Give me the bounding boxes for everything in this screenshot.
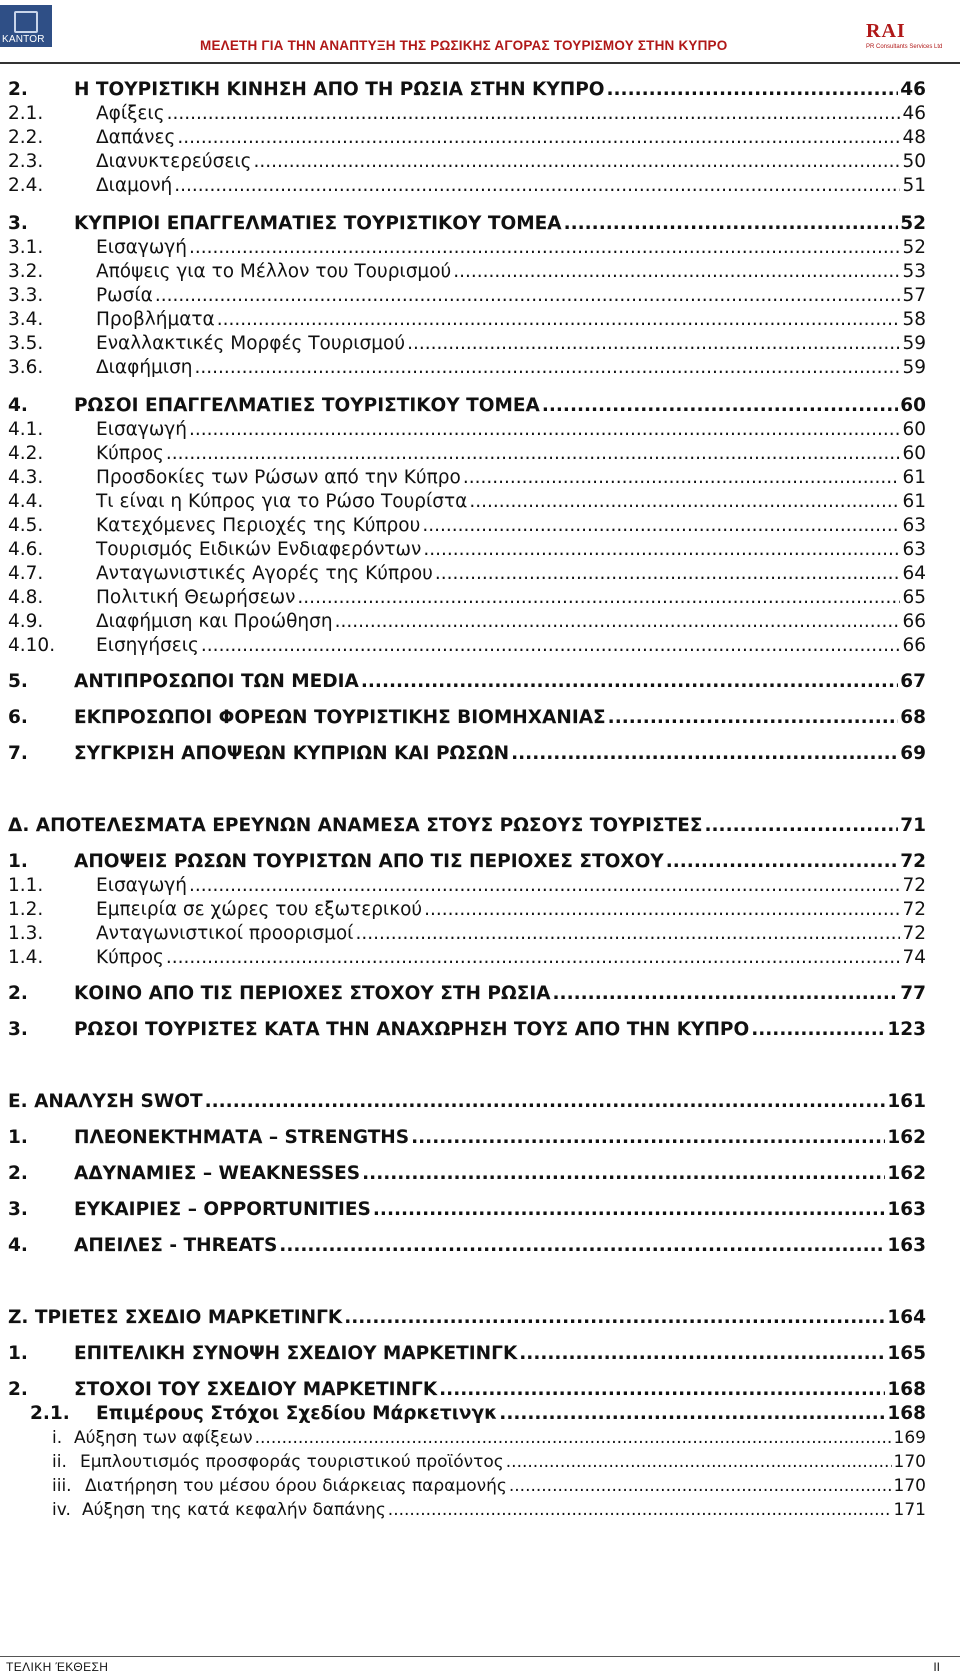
toc-entry-number: 1.3.: [8, 923, 44, 944]
footer-divider: [0, 1656, 960, 1657]
toc-entry-number: 2.4.: [8, 175, 44, 196]
toc-leader-dots: [407, 332, 900, 356]
toc-entry-title: Αύξηση των αφίξεων: [74, 1428, 253, 1448]
toc-entry-page: 164: [887, 1307, 926, 1328]
toc-entry[interactable]: [8, 850, 926, 874]
toc-entry[interactable]: [8, 150, 926, 174]
toc-entry-page: 72: [902, 875, 926, 896]
toc-entry-title: Τι είναι η Κύπρος για το Ρώσο Τουρίστα: [96, 491, 468, 512]
toc-entry[interactable]: [8, 1402, 926, 1426]
toc-entry[interactable]: [8, 1450, 926, 1474]
kantor-logo: [0, 5, 52, 47]
toc-entry-number: 1.1.: [8, 875, 44, 896]
toc-entry-title: ΡΩΣΟΙ ΕΠΑΓΓΕΛΜΑΤΙΕΣ ΤΟΥΡΙΣΤΙΚΟΥ ΤΟΜΕΑ: [74, 395, 540, 416]
toc-entry-page: 66: [902, 635, 926, 656]
toc-entry-page: 71: [900, 815, 926, 836]
toc-leader-dots: [167, 102, 901, 126]
rai-logo-text: RAI: [866, 20, 906, 42]
toc-entry-number: 2.: [8, 79, 28, 100]
toc-leader-dots: [435, 562, 901, 586]
toc-entry-page: 170: [893, 1476, 926, 1496]
toc-entry[interactable]: [8, 1198, 926, 1222]
toc-entry-title: Κύπρος: [96, 443, 164, 464]
toc-entry-page: 46: [900, 79, 926, 100]
toc-entry[interactable]: [8, 394, 926, 418]
toc-entry-page: 72: [902, 923, 926, 944]
toc-entry-page: 72: [900, 851, 926, 872]
toc-leader-dots: [564, 212, 899, 236]
toc-leader-dots: [511, 742, 898, 766]
toc-entry-title: Διαφήμιση: [96, 357, 193, 378]
toc-leader-dots: [705, 814, 899, 838]
toc-entry-number: 3.3.: [8, 285, 44, 306]
toc-entry[interactable]: [8, 126, 926, 150]
toc-entry-number: 1.4.: [8, 947, 44, 968]
toc-entry-title: Ανταγωνιστικοί προορισμοί: [96, 923, 354, 944]
toc-entry-page: 66: [902, 611, 926, 632]
toc-leader-dots: [362, 1162, 885, 1186]
toc-leader-dots: [166, 442, 901, 466]
toc-entry[interactable]: [8, 442, 926, 466]
toc-entry-title: ΣΤΟΧΟΙ ΤΟΥ ΣΧΕΔΙΟΥ ΜΑΡΚΕΤΙΝΓΚ: [74, 1379, 438, 1400]
toc-entry-page: 162: [887, 1163, 926, 1184]
toc-leader-dots: [255, 1426, 892, 1450]
toc-entry-title: ΑΔΥΝΑΜΙΕΣ – WEAKNESSES: [74, 1163, 361, 1184]
toc-entry[interactable]: [8, 586, 926, 610]
toc-entry-page: 161: [887, 1091, 926, 1112]
toc-entry-page: 52: [900, 213, 926, 234]
toc-entry-title: Προβλήματα: [96, 309, 215, 330]
toc-entry-number: 4.1.: [8, 419, 44, 440]
toc-entry-number: ii.: [52, 1452, 67, 1472]
toc-entry-title: Εναλλακτικές Μορφές Τουρισμού: [96, 333, 406, 354]
toc-leader-dots: [297, 586, 900, 610]
toc-leader-dots: [361, 670, 898, 694]
toc-entry[interactable]: [8, 1306, 926, 1330]
toc-entry-page: 63: [902, 539, 926, 560]
toc-entry[interactable]: [8, 874, 926, 898]
toc-entry[interactable]: [8, 898, 926, 922]
toc-entry-page: 53: [902, 261, 926, 282]
toc-leader-dots: [519, 1342, 885, 1366]
toc-entry-page: 48: [902, 127, 926, 148]
toc-entry-page: 59: [902, 357, 926, 378]
toc-entry-page: 64: [902, 563, 926, 584]
toc-entry-number: 4.3.: [8, 467, 44, 488]
toc-entry-number: 1.: [8, 1343, 28, 1364]
toc-entry-number: iv.: [52, 1500, 71, 1520]
toc-entry-page: 77: [900, 983, 926, 1004]
toc-leader-dots: [666, 850, 899, 874]
toc-leader-dots: [201, 634, 901, 658]
toc-entry-title: Εμπλουτισμός προσφοράς τουριστικού προϊόντος: [80, 1452, 504, 1472]
toc-leader-dots: [217, 308, 901, 332]
toc-entry[interactable]: [8, 514, 926, 538]
toc-entry-number: 4.2.: [8, 443, 44, 464]
toc-leader-dots: [189, 418, 900, 442]
toc-entry-number: i.: [52, 1428, 63, 1448]
toc-entry-title: Δ. ΑΠΟΤΕΛΕΣΜΑΤΑ ΕΡΕΥΝΩΝ ΑΝΑΜΕΣΑ ΣΤΟΥΣ ΡΩΣΟΥΣ ΤΟΥΡΙΣΤΕΣ: [8, 815, 703, 836]
toc-entry-title: Τουρισμός Ειδικών Ενδιαφερόντων: [96, 539, 422, 560]
toc-entry-number: 2.1.: [8, 103, 44, 124]
toc-entry-number: 2.: [8, 1379, 28, 1400]
toc-entry-title: Αύξηση της κατά κεφαλήν δαπάνης: [82, 1500, 386, 1520]
toc-entry[interactable]: [8, 1090, 926, 1114]
toc-entry[interactable]: [8, 982, 926, 1006]
page-number: II: [933, 1660, 940, 1674]
toc-leader-dots: [542, 394, 898, 418]
toc-leader-dots: [509, 1474, 892, 1498]
toc-leader-dots: [166, 946, 901, 970]
toc-entry[interactable]: [8, 1378, 926, 1402]
toc-entry-page: 171: [893, 1500, 926, 1520]
toc-entry-title: ΑΠΕΙΛΕΣ - THREATS: [74, 1235, 278, 1256]
toc-entry-number: 3.2.: [8, 261, 44, 282]
toc-entry-page: 74: [902, 947, 926, 968]
toc-leader-dots: [469, 490, 900, 514]
toc-entry-page: 162: [887, 1127, 926, 1148]
toc-entry[interactable]: [8, 922, 926, 946]
toc-entry-title: ΑΠΟΨΕΙΣ ΡΩΣΩΝ ΤΟΥΡΙΣΤΩΝ ΑΠΟ ΤΙΣ ΠΕΡΙΟΧΕΣ ΣΤΟΧΟΥ: [74, 851, 664, 872]
toc-entry[interactable]: [8, 356, 926, 380]
toc-entry-title: Εισαγωγή: [96, 875, 187, 896]
toc-leader-dots: [463, 466, 901, 490]
toc-entry[interactable]: [8, 1162, 926, 1186]
toc-entry-title: ΚΥΠΡΙΟΙ ΕΠΑΓΓΕΛΜΑΤΙΕΣ ΤΟΥΡΙΣΤΙΚΟΥ ΤΟΜΕΑ: [74, 213, 562, 234]
toc-entry-title: Επιμέρους Στόχοι Σχεδίου Μάρκετινγκ: [96, 1403, 498, 1424]
toc-entry[interactable]: [8, 490, 926, 514]
toc-entry-page: 58: [902, 309, 926, 330]
toc-entry-page: 60: [902, 419, 926, 440]
toc-entry-page: 57: [902, 285, 926, 306]
toc-entry-title: ΑΝΤΙΠΡΟΣΩΠΟΙ ΤΩΝ MEDIA: [74, 671, 359, 692]
toc-entry-page: 168: [887, 1379, 926, 1400]
toc-entry-title: Ρωσία: [96, 285, 153, 306]
toc-entry[interactable]: [8, 466, 926, 490]
toc-entry[interactable]: [8, 260, 926, 284]
toc-leader-dots: [253, 150, 900, 174]
toc-entry-title: Κύπρος: [96, 947, 164, 968]
toc-entry-title: Δαπάνες: [96, 127, 176, 148]
toc-leader-dots: [177, 126, 900, 150]
toc-entry-number: 1.2.: [8, 899, 44, 920]
toc-entry-title: ΚΟΙΝΟ ΑΠΟ ΤΙΣ ΠΕΡΙΟΧΕΣ ΣΤΟΧΟΥ ΣΤΗ ΡΩΣΙΑ: [74, 983, 551, 1004]
toc-entry[interactable]: [8, 236, 926, 260]
toc-leader-dots: [155, 284, 901, 308]
toc-entry-number: 2.: [8, 1163, 28, 1184]
toc-entry-title: Ζ. ΤΡΙΕΤΕΣ ΣΧΕΔΙΟ ΜΑΡΚΕΤΙΝΓΚ: [8, 1307, 343, 1328]
toc-entry-number: 6.: [8, 707, 28, 728]
toc-entry-number: 1.: [8, 851, 28, 872]
toc-entry-title: Εισαγωγή: [96, 419, 187, 440]
kantor-logo-text: KANTOR: [2, 34, 45, 45]
toc-entry-title: Διαφήμιση και Προώθηση: [96, 611, 333, 632]
toc-entry-title: ΣΥΓΚΡΙΣΗ ΑΠΟΨΕΩΝ ΚΥΠΡΙΩΝ ΚΑΙ ΡΩΣΩΝ: [74, 743, 510, 764]
toc-entry[interactable]: [8, 742, 926, 766]
toc-entry-title: ΠΛΕΟΝΕΚΤΗΜΑΤΑ – STRENGTHS: [74, 1127, 410, 1148]
toc-leader-dots: [205, 1090, 886, 1114]
toc-entry-title: Ε. ΑΝΑΛΥΣΗ SWOT: [8, 1091, 203, 1112]
toc-leader-dots: [279, 1234, 885, 1258]
toc-entry[interactable]: [8, 78, 926, 102]
toc-entry[interactable]: [8, 418, 926, 442]
toc-entry-page: 59: [902, 333, 926, 354]
document-header-title: ΜΕΛΕΤΗ ΓΙΑ ΤΗΝ ΑΝΑΠΤΥΞΗ ΤΗΣ ΡΩΣΙΚΗΣ ΑΓΟΡΑΣ ΤΟΥΡΙΣΜΟΥ ΣΤΗΝ ΚΥΠΡΟ: [200, 38, 728, 53]
toc-leader-dots: [506, 1450, 892, 1474]
toc-entry-page: 63: [902, 515, 926, 536]
toc-entry[interactable]: [8, 946, 926, 970]
toc-entry-page: 169: [893, 1428, 926, 1448]
toc-entry-number: 4.7.: [8, 563, 44, 584]
toc-leader-dots: [439, 1378, 885, 1402]
toc-entry-number: 3.4.: [8, 309, 44, 330]
logo-mark-icon: [14, 11, 38, 33]
toc-entry-title: ΕΥΚΑΙΡΙΕΣ – OPPORTUNITIES: [74, 1199, 371, 1220]
toc-entry-number: 3.: [8, 1019, 28, 1040]
toc-entry[interactable]: [8, 670, 926, 694]
toc-entry-number: 4.: [8, 1235, 28, 1256]
toc-entry-title: Εμπειρία σε χώρες του εξωτερικού: [96, 899, 423, 920]
toc-leader-dots: [373, 1198, 885, 1222]
toc-entry-number: 2.2.: [8, 127, 44, 148]
toc-entry-number: 2.1.: [30, 1403, 70, 1424]
toc-entry-number: 3.1.: [8, 237, 44, 258]
toc-entry[interactable]: [8, 174, 926, 198]
toc-entry-title: Η ΤΟΥΡΙΣΤΙΚΗ ΚΙΝΗΣΗ ΑΠΟ ΤΗ ΡΩΣΙΑ ΣΤΗΝ ΚΥΠΡΟ: [74, 79, 605, 100]
toc-entry[interactable]: [8, 1018, 926, 1042]
toc-entry-title: Πολιτική Θεωρήσεων: [96, 587, 296, 608]
toc-leader-dots: [453, 260, 900, 284]
toc-entry-page: 163: [887, 1199, 926, 1220]
toc-entry-number: 4.4.: [8, 491, 44, 512]
toc-entry[interactable]: [8, 610, 926, 634]
toc-leader-dots: [355, 922, 900, 946]
toc-entry[interactable]: [8, 284, 926, 308]
toc-entry[interactable]: [8, 1498, 926, 1522]
toc-entry-title: Εισαγωγή: [96, 237, 187, 258]
toc-entry-number: 4.9.: [8, 611, 44, 632]
toc-entry-page: 68: [900, 707, 926, 728]
toc-entry-page: 170: [893, 1452, 926, 1472]
toc-entry-title: Αφίξεις: [96, 103, 165, 124]
toc-entry-page: 52: [902, 237, 926, 258]
toc-leader-dots: [174, 174, 900, 198]
toc-leader-dots: [553, 982, 899, 1006]
toc-entry[interactable]: [8, 1426, 926, 1450]
toc-entry-title: ΕΠΙΤΕΛΙΚΗ ΣΥΝΟΨΗ ΣΧΕΔΙΟΥ ΜΑΡΚΕΤΙΝΓΚ: [74, 1343, 518, 1364]
toc-leader-dots: [751, 1018, 885, 1042]
toc-entry[interactable]: [8, 562, 926, 586]
toc-entry-title: Διαμονή: [96, 175, 173, 196]
toc-entry[interactable]: [8, 308, 926, 332]
toc-entry[interactable]: [8, 634, 926, 658]
toc-entry-number: iii.: [52, 1476, 72, 1496]
toc-entry-number: 4.10.: [8, 635, 56, 656]
toc-entry-title: Διατήρηση του μέσου όρου διάρκειας παραμονής: [85, 1476, 507, 1496]
toc-leader-dots: [195, 356, 901, 380]
toc-entry-page: 72: [902, 899, 926, 920]
toc-entry[interactable]: [8, 1474, 926, 1498]
page-header: [0, 0, 960, 60]
toc-entry-number: 3.6.: [8, 357, 44, 378]
toc-entry-page: 65: [902, 587, 926, 608]
toc-entry-page: 60: [902, 443, 926, 464]
header-divider: [0, 62, 960, 64]
toc-entry-number: 3.: [8, 213, 28, 234]
toc-entry-number: 5.: [8, 671, 28, 692]
toc-entry-number: 4.: [8, 395, 28, 416]
toc-entry[interactable]: [8, 102, 926, 126]
toc-entry-title: Εισηγήσεις: [96, 635, 199, 656]
toc-entry-number: 7.: [8, 743, 28, 764]
toc-entry-number: 4.6.: [8, 539, 44, 560]
toc-leader-dots: [335, 610, 901, 634]
toc-entry[interactable]: [8, 1342, 926, 1366]
toc-leader-dots: [189, 236, 900, 260]
toc-entry-page: 165: [887, 1343, 926, 1364]
footer-report-label: ΤΕΛΙΚΗ ΈΚΘΕΣΗ: [6, 1660, 109, 1674]
toc-entry[interactable]: [8, 332, 926, 356]
toc-entry-number: 3.5.: [8, 333, 44, 354]
toc-entry-page: 50: [902, 151, 926, 172]
toc-entry-title: Προσδοκίες των Ρώσων από την Κύπρο: [96, 467, 461, 488]
toc-entry-title: Διανυκτερεύσεις: [96, 151, 252, 172]
toc-leader-dots: [608, 706, 899, 730]
toc-entry-number: 2.: [8, 983, 28, 1004]
toc-entry-page: 69: [900, 743, 926, 764]
toc-entry-page: 46: [902, 103, 926, 124]
toc-entry-title: Κατεχόμενες Περιοχές της Κύπρου: [96, 515, 421, 536]
toc-entry-number: 4.5.: [8, 515, 44, 536]
toc-leader-dots: [388, 1498, 892, 1522]
toc-entry-number: 2.3.: [8, 151, 44, 172]
toc-leader-dots: [411, 1126, 885, 1150]
toc-leader-dots: [607, 78, 899, 102]
toc-leader-dots: [499, 1402, 885, 1426]
toc-entry-page: 168: [887, 1403, 926, 1424]
toc-entry-page: 61: [902, 467, 926, 488]
toc-entry-number: 3.: [8, 1199, 28, 1220]
toc-entry-page: 51: [902, 175, 926, 196]
toc-entry-title: ΕΚΠΡΟΣΩΠΟΙ ΦΟΡΕΩΝ ΤΟΥΡΙΣΤΙΚΗΣ ΒΙΟΜΗΧΑΝΙΑΣ: [74, 707, 606, 728]
toc-leader-dots: [189, 874, 900, 898]
toc-entry-page: 60: [900, 395, 926, 416]
toc-entry-title: Απόψεις για το Μέλλον του Τουρισμού: [96, 261, 452, 282]
toc-entry-page: 67: [900, 671, 926, 692]
toc-entry-page: 163: [887, 1235, 926, 1256]
toc-leader-dots: [344, 1306, 885, 1330]
toc-entry-page: 61: [902, 491, 926, 512]
toc-entry-title: ΡΩΣΟΙ ΤΟΥΡΙΣΤΕΣ ΚΑΤΑ ΤΗΝ ΑΝΑΧΩΡΗΣΗ ΤΟΥΣ ΑΠΟ ΤΗΝ ΚΥΠΡΟ: [74, 1019, 750, 1040]
toc-entry[interactable]: [8, 212, 926, 236]
toc-entry[interactable]: [8, 706, 926, 730]
toc-leader-dots: [424, 898, 900, 922]
toc-entry[interactable]: [8, 814, 926, 838]
toc-entry-number: 4.8.: [8, 587, 44, 608]
rai-logo-tagline: PR Consultants Services Ltd: [866, 44, 943, 50]
toc-entry-title: Ανταγωνιστικές Αγορές της Κύπρου: [96, 563, 433, 584]
toc-entry[interactable]: [8, 538, 926, 562]
toc-entry-page: 123: [887, 1019, 926, 1040]
toc-entry[interactable]: [8, 1126, 926, 1150]
toc-entry[interactable]: [8, 1234, 926, 1258]
toc-entry-number: 1.: [8, 1127, 28, 1148]
rai-logo: [866, 20, 960, 54]
toc-leader-dots: [423, 538, 900, 562]
toc-leader-dots: [422, 514, 900, 538]
